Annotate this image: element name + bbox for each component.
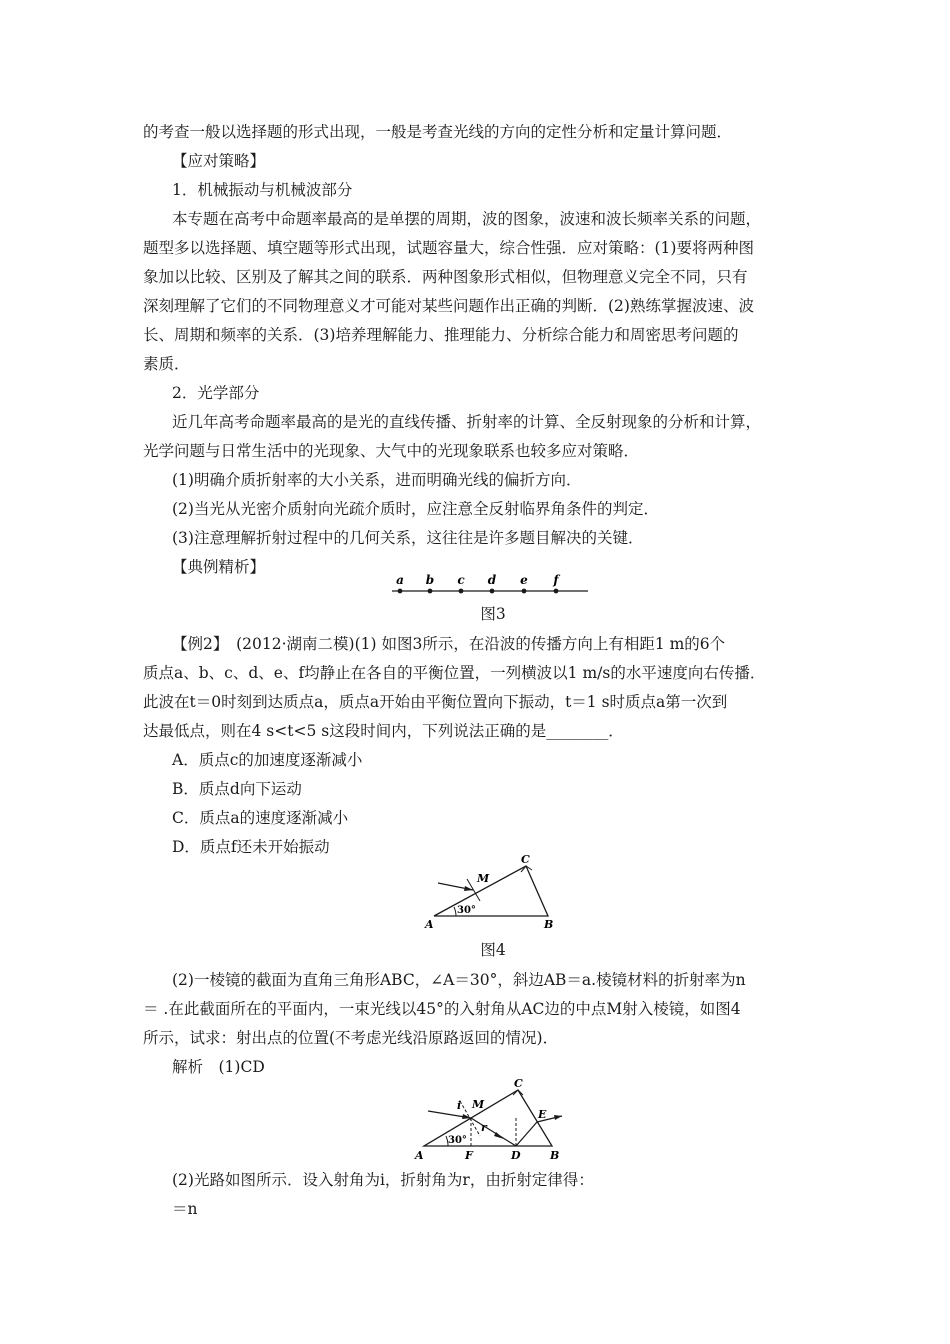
point-d — [490, 589, 495, 594]
text-line: 深刻理解了它们的不同物理意义才可能对某些问题作出正确的判断．(2)熟练掌握波速、波 — [143, 297, 754, 315]
formula-line: ＝n — [172, 1200, 198, 1218]
angle-label: 30° — [448, 1135, 467, 1146]
right-angle-mark — [521, 866, 532, 872]
prism-triangle — [434, 866, 548, 916]
figure-3-caption: 图3 — [480, 605, 506, 623]
label-f: f — [553, 573, 559, 587]
label-c: c — [457, 573, 465, 587]
point-f — [554, 589, 559, 594]
vertex-a-label: A — [425, 918, 434, 931]
angle-arc — [454, 907, 456, 916]
point-b — [428, 589, 433, 594]
label-b: b — [425, 573, 435, 587]
text-line: 近几年高考命题率最高的是光的直线传播、折射率的计算、全反射现象的分析和计算， — [172, 413, 762, 431]
text-line: 达最低点，则在4 s<t<5 s这段时间内，下列说法正确的是________． — [143, 722, 624, 740]
solution-diagram — [410, 1078, 570, 1164]
subsection-heading: 1．机械振动与机械波部分 — [172, 181, 353, 199]
text-line: (1)明确介质折射率的大小关系，进而明确光线的偏折方向． — [172, 471, 582, 489]
vertex-b-label: B — [544, 918, 554, 931]
figure-4-caption: 图4 — [480, 941, 506, 959]
vertex-c-label: C — [521, 853, 530, 866]
option-b: B．质点d向下运动 — [172, 780, 302, 798]
text-line: 长、周期和频率的关系．(3)培养理解能力、推理能力、分析综合能力和周密思考问题的 — [143, 326, 739, 344]
point-e — [522, 589, 527, 594]
point-e-label: E — [538, 1108, 547, 1121]
subsection-heading: 2．光学部分 — [172, 384, 260, 402]
option-c: C．质点a的速度逐渐减小 — [172, 809, 349, 827]
text-line: (2)一棱镜的截面为直角三角形ABC，∠A＝30°，斜边AB＝a.棱镜材料的折射率为n — [172, 971, 746, 989]
label-d: d — [487, 573, 497, 587]
prism-triangle — [424, 1090, 552, 1146]
text-line: 的考查一般以选择题的形式出现，一般是考查光线的方向的定性分析和定量计算问题． — [143, 123, 733, 141]
vertex-b-label: B — [550, 1149, 560, 1162]
label-e: e — [520, 573, 528, 587]
section-heading: 【应对策略】 — [172, 152, 266, 170]
reflected-ray — [516, 1122, 537, 1146]
option-d: D．质点f还未开始振动 — [172, 838, 330, 856]
angle-i-label: i — [457, 1099, 462, 1112]
text-line: (3)注意理解折射过程中的几何关系，这往往是许多题目解决的关键． — [172, 529, 644, 547]
vertex-a-label: A — [415, 1149, 424, 1162]
text-line: 题型多以选择题、填空题等形式出现，试题容量大，综合性强．应对策略：(1)要将两种图 — [143, 239, 754, 257]
refracted-arrow — [494, 1132, 504, 1139]
text-line: 质点a、b、c、d、e、f均静止在各自的平衡位置，一列横波以1 m/s的水平速度向右传播． — [143, 664, 766, 682]
example-title-line: 【例2】 (2012·湖南二模)(1) 如图3所示，在沿波的传播方向上有相距1 m的6个 — [172, 635, 726, 653]
vertex-c-label: C — [514, 1078, 523, 1090]
text-line: 光学问题与日常生活中的光现象、大气中的光现象联系也较多应对策略． — [143, 442, 640, 460]
text-line: (2)光路如图所示．设入射角为i，折射角为r，由折射定律得： — [172, 1171, 594, 1189]
text-line: (2)当光从光密介质射向光疏介质时，应注意全反射临界角条件的判定． — [172, 500, 659, 518]
section-heading: 【典例精析】 — [172, 558, 266, 576]
point-a — [398, 589, 403, 594]
text-line: 所示，试求：射出点的位置(不考虑光线沿原路返回的情况)． — [143, 1029, 559, 1047]
point-c — [459, 589, 464, 594]
angle-r-label: r — [481, 1121, 487, 1134]
point-d-label: D — [511, 1149, 521, 1162]
text-line: 此波在t＝0时刻到达质点a，质点a开始由平衡位置向下振动，t＝1 s时质点a第一次到 — [143, 693, 728, 711]
text-line: 本专题在高考中命题率最高的是单摆的周期，波的图象，波速和波长频率关系的问题， — [172, 210, 762, 228]
figure-3-diagram — [390, 572, 590, 598]
point-f-label: F — [465, 1149, 473, 1162]
point-m-label: M — [477, 872, 490, 885]
text-line: 素质． — [143, 355, 190, 373]
label-a: a — [396, 573, 404, 587]
angle-label: 30° — [457, 905, 476, 916]
text-line: 象加以比较、区别及了解其之间的联系．两种图象形式相似，但物理意义完全不同，只有 — [143, 268, 748, 286]
option-a: A．质点c的加速度逐渐减小 — [172, 751, 363, 769]
figure-4-diagram — [420, 852, 570, 934]
point-m-label: M — [472, 1098, 485, 1111]
text-line: ＝ .在此截面所在的平面内，一束光线以45°的入射角从AC边的中点M射入棱镜，如图4 — [143, 1000, 741, 1018]
solution-heading: 解析 (1)CD — [172, 1058, 265, 1076]
